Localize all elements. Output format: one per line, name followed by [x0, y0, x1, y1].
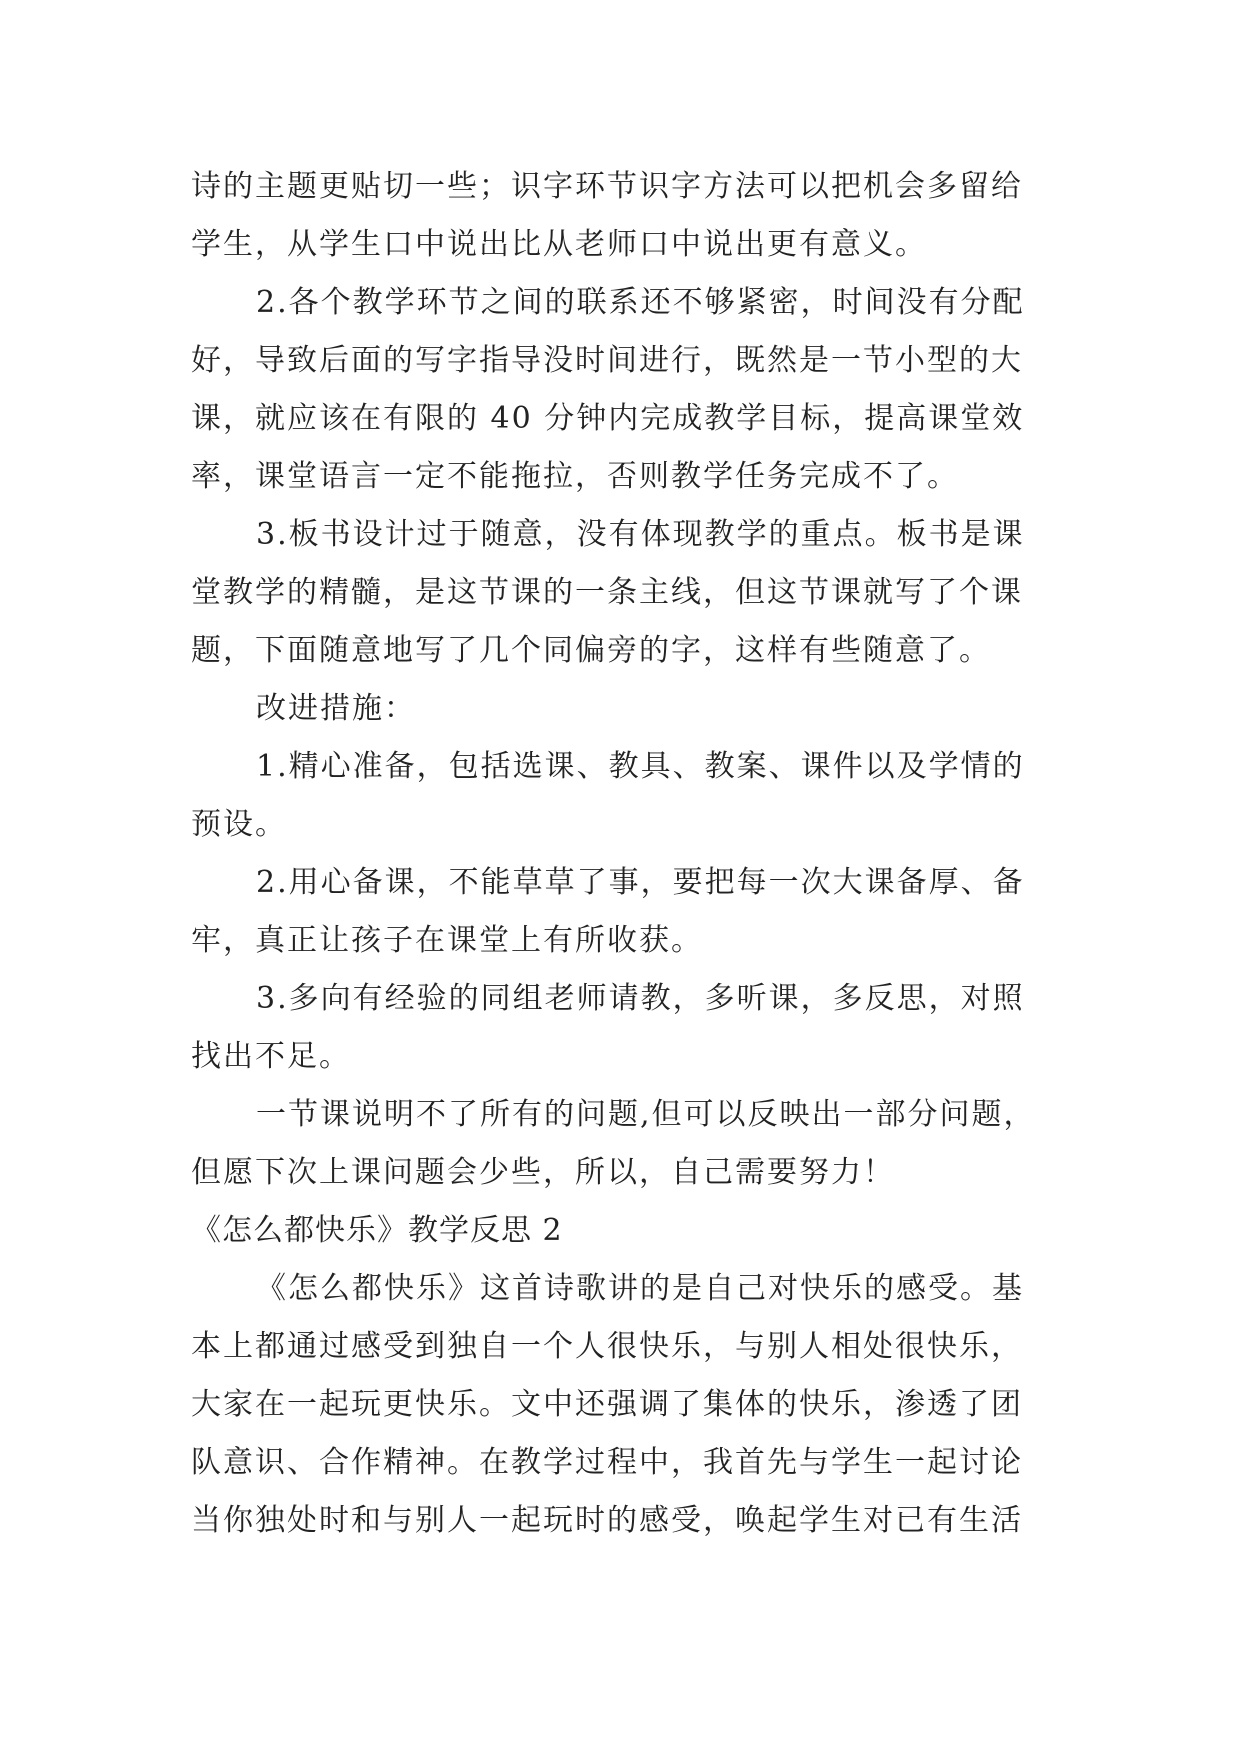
paragraph-line: 3.多向有经验的同组老师请教，多听课，多反思，对照 — [256, 981, 1025, 1016]
paragraph-line: 队意识、合作精神。在教学过程中，我首先与学生一起讨论 — [191, 1445, 1023, 1480]
paragraph-line: 堂教学的精髓，是这节课的一条主线，但这节课就写了个课 — [191, 575, 1023, 610]
paragraph-line: 题，下面随意地写了几个同偏旁的字，这样有些随意了。 — [191, 633, 991, 668]
section-heading: 《怎么都快乐》教学反思 2 — [191, 1213, 563, 1248]
paragraph-line: 课，就应该在有限的 40 分钟内完成教学目标，提高课堂效 — [191, 401, 1025, 436]
paragraph-line: 找出不足。 — [191, 1039, 351, 1074]
paragraph-line: 预设。 — [191, 807, 287, 842]
paragraph-line: 牢，真正让孩子在课堂上有所收获。 — [191, 923, 703, 958]
paragraph-line: 2.用心备课，不能草草了事，要把每一次大课备厚、备 — [256, 865, 1025, 900]
paragraph-line: 大家在一起玩更快乐。文中还强调了集体的快乐，渗透了团 — [191, 1387, 1023, 1422]
paragraph-line: 好，导致后面的写字指导没时间进行，既然是一节小型的大 — [191, 343, 1023, 378]
paragraph-line: 一节课说明不了所有的问题,但可以反映出一部分问题， — [256, 1097, 1036, 1132]
paragraph-line: 率，课堂语言一定不能拖拉，否则教学任务完成不了。 — [191, 459, 959, 494]
paragraph-line: 诗的主题更贴切一些；识字环节识字方法可以把机会多留给 — [191, 169, 1023, 204]
paragraph-line: 《怎么都快乐》这首诗歌讲的是自己对快乐的感受。基 — [256, 1271, 1024, 1306]
paragraph-line: 2.各个教学环节之间的联系还不够紧密，时间没有分配 — [256, 285, 1025, 320]
section-label: 改进措施： — [256, 691, 416, 726]
paragraph-line: 本上都通过感受到独自一个人很快乐，与别人相处很快乐， — [191, 1329, 1023, 1364]
paragraph-line: 1.精心准备，包括选课、教具、教案、课件以及学情的 — [256, 749, 1025, 784]
document-body — [191, 158, 1051, 1550]
paragraph-line: 当你独处时和与别人一起玩时的感受，唤起学生对已有生活 — [191, 1503, 1023, 1538]
paragraph-line: 3.板书设计过于随意，没有体现教学的重点。板书是课 — [256, 517, 1025, 552]
paragraph-line: 学生，从学生口中说出比从老师口中说出更有意义。 — [191, 227, 927, 262]
paragraph-line: 但愿下次上课问题会少些，所以，自己需要努力！ — [191, 1155, 895, 1190]
